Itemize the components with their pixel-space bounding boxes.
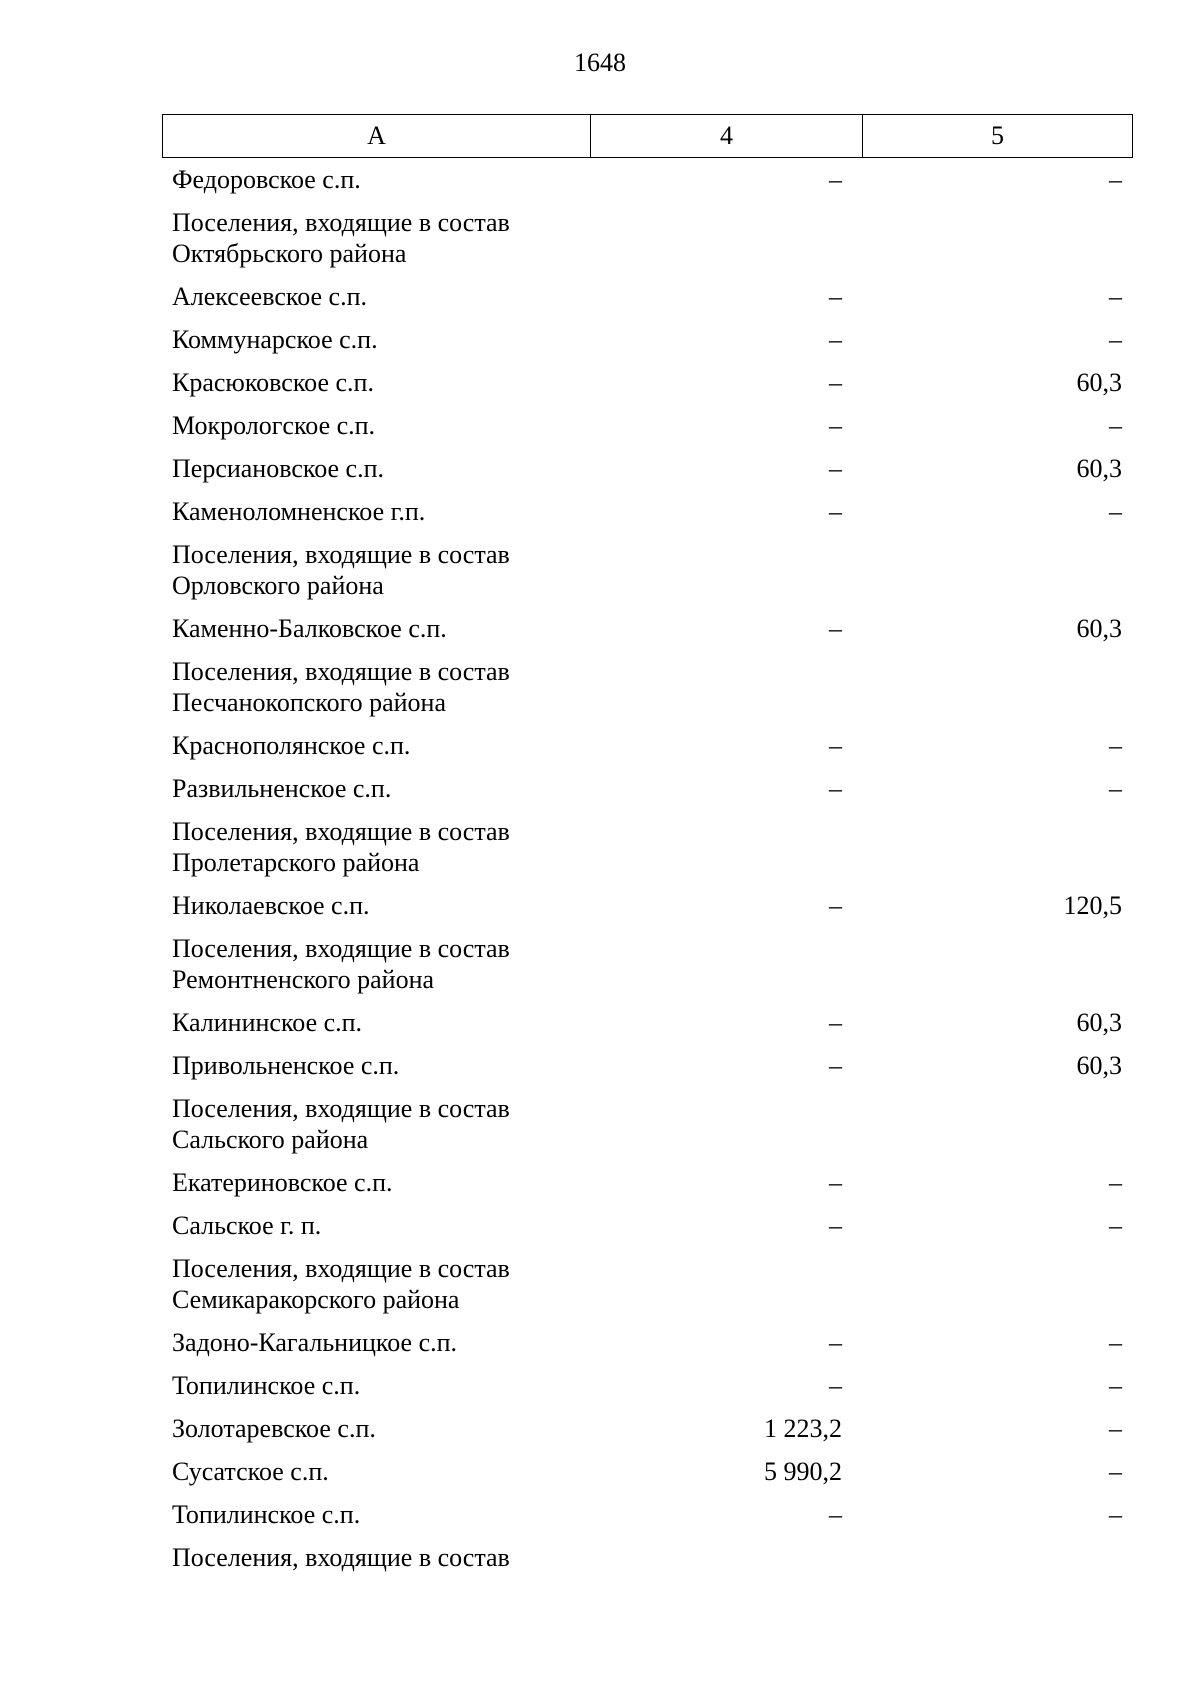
value-col-4: – bbox=[829, 282, 842, 311]
settlement-name: Поселения, входящие в состав Пролетарского района bbox=[172, 817, 510, 877]
header-cell-4: 4 bbox=[591, 115, 863, 157]
value-col-5: – bbox=[1109, 1371, 1122, 1400]
value-col-4: – bbox=[829, 411, 842, 440]
value-col-5: – bbox=[1109, 731, 1122, 760]
table-row bbox=[162, 1321, 1133, 1364]
value-col-4: – bbox=[829, 368, 842, 397]
value-col-5: – bbox=[1109, 325, 1122, 354]
value-col-5: – bbox=[1109, 1500, 1122, 1529]
value-col-4: – bbox=[829, 774, 842, 803]
table-row bbox=[162, 607, 1133, 650]
table-row bbox=[162, 1536, 1133, 1579]
page-number: 1648 bbox=[574, 48, 626, 77]
value-col-5: – bbox=[1109, 1457, 1122, 1486]
value-col-4: – bbox=[829, 1328, 842, 1357]
table-row bbox=[162, 767, 1133, 810]
settlement-name: Каменно-Балковское с.п. bbox=[172, 614, 447, 643]
settlement-name: Золотаревское с.п. bbox=[172, 1414, 376, 1443]
settlement-name: Поселения, входящие в состав Семикаракорского района bbox=[172, 1254, 510, 1314]
settlement-name: Краснополянское с.п. bbox=[172, 731, 411, 760]
value-col-5: 60,3 bbox=[1076, 454, 1122, 483]
header-cell-a: А bbox=[163, 115, 591, 157]
value-col-4: – bbox=[829, 1168, 842, 1197]
table-group-row bbox=[162, 1247, 1133, 1321]
table-row bbox=[162, 490, 1133, 533]
settlement-name: Поселения, входящие в состав Октябрьского района bbox=[172, 208, 510, 268]
table-row bbox=[162, 1407, 1133, 1450]
table-row bbox=[162, 361, 1133, 404]
table-row bbox=[162, 724, 1133, 767]
value-col-4: – bbox=[829, 891, 842, 920]
value-col-5: – bbox=[1109, 1328, 1122, 1357]
table-row bbox=[162, 1204, 1133, 1247]
value-col-5: – bbox=[1109, 774, 1122, 803]
value-col-4: – bbox=[829, 497, 842, 526]
table-group-row bbox=[162, 1087, 1133, 1161]
value-col-5: – bbox=[1109, 411, 1122, 440]
settlement-name: Сусатское с.п. bbox=[172, 1457, 329, 1486]
table-header bbox=[162, 114, 1133, 158]
table-row bbox=[162, 1001, 1133, 1044]
value-col-5: 60,3 bbox=[1076, 1051, 1122, 1080]
settlement-name: Сальское г. п. bbox=[172, 1211, 322, 1240]
value-col-4: – bbox=[829, 165, 842, 194]
value-col-4: – bbox=[829, 731, 842, 760]
table-group-row bbox=[162, 201, 1133, 275]
settlement-name: Калининское с.п. bbox=[172, 1008, 363, 1037]
header-cell-5: 5 bbox=[991, 121, 1004, 150]
value-col-4: – bbox=[829, 1500, 842, 1529]
settlement-name: Поселения, входящие в состав Сальского района bbox=[172, 1094, 510, 1154]
value-col-5: 60,3 bbox=[1076, 614, 1122, 643]
value-col-4: – bbox=[829, 1371, 842, 1400]
budget-table bbox=[162, 114, 1133, 1579]
table-row bbox=[162, 1044, 1133, 1087]
settlement-name: Николаевское с.п. bbox=[172, 891, 370, 920]
table-row bbox=[162, 1161, 1133, 1204]
settlement-name: Мокрологское с.п. bbox=[172, 411, 376, 440]
table-group-row bbox=[162, 810, 1133, 884]
value-col-4: – bbox=[829, 1051, 842, 1080]
table-row bbox=[162, 884, 1133, 927]
value-col-5: – bbox=[1109, 1211, 1122, 1240]
value-col-4: 5 990,2 bbox=[764, 1457, 842, 1486]
settlement-name: Персиановское с.п. bbox=[172, 454, 385, 483]
table-row bbox=[162, 275, 1133, 318]
value-col-5: – bbox=[1109, 497, 1122, 526]
table-row bbox=[162, 1493, 1133, 1536]
table-row bbox=[162, 1364, 1133, 1407]
settlement-name: Привольненское с.п. bbox=[172, 1051, 400, 1080]
value-col-5: 120,5 bbox=[1063, 891, 1122, 920]
settlement-name: Каменоломненское г.п. bbox=[172, 497, 426, 526]
settlement-name: Красюковское с.п. bbox=[172, 368, 374, 397]
table-group-row bbox=[162, 533, 1133, 607]
table-group-row bbox=[162, 650, 1133, 724]
table-row bbox=[162, 158, 1133, 201]
settlement-name: Поселения, входящие в состав Ремонтненского района bbox=[172, 934, 510, 994]
value-col-4: – bbox=[829, 325, 842, 354]
value-col-5: – bbox=[1109, 1414, 1122, 1443]
settlement-name: Поселения, входящие в состав bbox=[172, 1543, 510, 1572]
value-col-4: – bbox=[829, 454, 842, 483]
value-col-4: – bbox=[829, 614, 842, 643]
settlement-name: Топилинское с.п. bbox=[172, 1371, 361, 1400]
value-col-5: – bbox=[1109, 282, 1122, 311]
settlement-name: Алексеевское с.п. bbox=[172, 282, 367, 311]
value-col-4: – bbox=[829, 1211, 842, 1240]
value-col-5: 60,3 bbox=[1076, 368, 1122, 397]
settlement-name: Задоно-Кагальницкое с.п. bbox=[172, 1328, 458, 1357]
value-col-5: – bbox=[1109, 165, 1122, 194]
settlement-name: Федоровское с.п. bbox=[172, 165, 361, 194]
settlement-name: Коммунарское с.п. bbox=[172, 325, 378, 354]
settlement-name: Поселения, входящие в состав Орловского района bbox=[172, 540, 510, 600]
table-row bbox=[162, 1450, 1133, 1493]
table-row bbox=[162, 318, 1133, 361]
value-col-5: 60,3 bbox=[1076, 1008, 1122, 1037]
table-row bbox=[162, 447, 1133, 490]
settlement-name: Поселения, входящие в состав Песчанокопского района bbox=[172, 657, 510, 717]
table-body bbox=[162, 158, 1133, 1579]
value-col-4: 1 223,2 bbox=[764, 1414, 842, 1443]
table-row bbox=[162, 404, 1133, 447]
value-col-4: – bbox=[829, 1008, 842, 1037]
settlement-name: Развильненское с.п. bbox=[172, 774, 392, 803]
settlement-name: Топилинское с.п. bbox=[172, 1500, 361, 1529]
table-group-row bbox=[162, 927, 1133, 1001]
value-col-5: – bbox=[1109, 1168, 1122, 1197]
settlement-name: Екатериновское с.п. bbox=[172, 1168, 393, 1197]
